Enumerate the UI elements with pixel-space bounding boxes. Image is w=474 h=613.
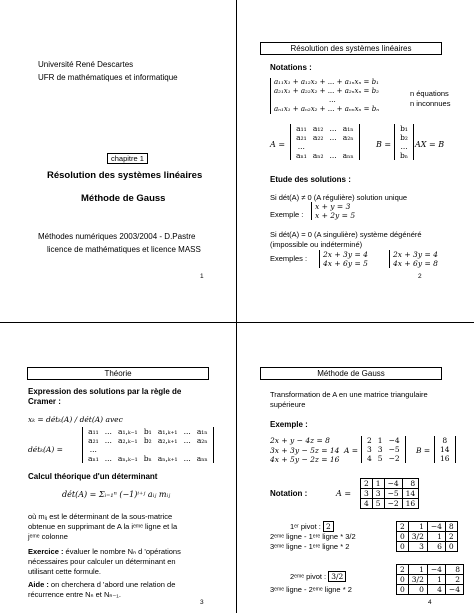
licence-info: licence de mathématiques et licence MASS [47,245,201,254]
matrix-cell: a₂ₙ [196,436,208,445]
intro-line: supérieure [270,400,306,409]
slide-3 [0,323,236,613]
matrix-cell: 8 [445,565,463,575]
matrix-cell: 8 [402,479,419,489]
matrix-cell: −4 [427,522,445,532]
matrix-cell: ... [89,445,97,454]
matrix-cell: 5 [372,499,384,509]
matrix-cell: 0 [397,542,409,552]
matrix-a-label: A = [344,446,359,455]
matrix-a-label: A = [270,140,286,149]
explanation-line: où mᵢⱼ est le déterminant de la sous-matrice [28,512,173,521]
notations-heading: Notations : [270,63,312,72]
augmented-matrix [360,478,419,509]
matrix-cell: 3 [408,542,427,552]
matrix-cell: 2 [361,479,373,489]
example-system [319,250,368,268]
case-regular: Si dét(A) ≠ 0 (A régulière) solution unique [270,193,408,202]
pivot-2-line [290,572,346,581]
pivot-value: 2 [323,521,334,532]
matrix-cell: a₁ₙ [196,427,208,436]
matrix-cell: ... [183,427,191,436]
case-singular-detail: (impossible ou indéterminé) [270,240,363,249]
determinant-formula: dét(A) = Σᵢ₌₁ⁿ (−1)ⁱ⁺ʲ aᵢⱼ mᵢⱼ [62,490,171,499]
determinant-heading: Calcul théorique d'un déterminant [28,472,158,481]
matrix-cell: ... [104,427,112,436]
example-system [389,250,438,268]
matrix-cell: b₂ [143,436,152,445]
slide-header: Théorie [27,367,209,380]
equation: 3x + 3y − 5z = 14 [270,445,340,455]
matrix-cell: bₙ [143,454,152,463]
matrix-cell: aₙₙ [342,151,354,160]
hint-text: on cherchera d 'abord une relation de [48,580,176,589]
matrix-cell: aₙₙ [196,454,208,463]
matrix-cell: −2 [388,454,400,463]
matrix-b-label: B = [416,446,431,455]
matrix-cell: ... [329,133,337,142]
matrix-cell: aₙ,ₖ₋₁ [117,454,138,463]
slide-2 [238,0,474,322]
hint-label: Aide : [28,580,49,589]
example-system [311,202,355,220]
matrix-cell: ... [329,151,337,160]
matrix-cell: 3 [361,489,373,499]
matrix-cell: −5 [384,489,402,499]
matrix-cell: a₂₂ [312,133,324,142]
slide-subtitle: Méthode de Gauss [81,193,166,204]
matrix-cell: 6 [427,542,445,552]
system-row: ... [329,96,336,104]
pivot-value: 3/2 [328,571,346,582]
exercise-line: utilisant cette formule. [28,567,101,576]
n-equations-label: n équations [410,89,449,98]
matrix-cell: ... [297,142,305,151]
matrix-cell: 3 [372,489,384,499]
augmented-label: A = [336,489,352,498]
case-singular: Si dét(A) = 0 (A singulière) système dégénéré [270,230,422,239]
matrix-cell: 0 [397,532,409,542]
matrix-cell: 4 [361,499,373,509]
page-number: 4 [428,599,432,606]
matrix-cell: a₁₂ [312,124,324,133]
matrix-cell: aₙ₂ [312,151,324,160]
matrix-cell: aₙ₁ [88,454,99,463]
system-row: a₂₁x₁ + a₂₂x₂ + ... + a₂ₙxₙ = b₂ [274,87,379,95]
matrix-cell: 1 [427,532,445,542]
page-number: 1 [200,273,204,280]
detk-label: détₖ(A) = [28,445,63,454]
axb-equation: AX = B [415,140,445,149]
system-row: aₙ₁x₁ + aₙ₂x₂ + ... + aₙₙxₙ = bₙ [274,105,380,113]
ufr-name: UFR de mathématiques et informatique [38,73,178,82]
etude-heading: Etude des solutions : [270,175,351,184]
matrix-cell: 8 [445,522,457,532]
chapter-box: chapitre 1 [107,153,148,164]
matrix-b-label: B = [376,140,392,149]
matrix-cell: bₙ [400,151,409,160]
matrix-cell: 3 [377,445,383,454]
matrix-cell: a₂₁ [88,436,99,445]
matrix-cell: −4 [384,479,402,489]
matrix-cell: a₁₁ [88,427,99,436]
matrix-cell: 2 [397,522,409,532]
matrix-cell: ... [183,454,191,463]
matrix-cell: 4 [427,585,445,595]
matrix-cell: −5 [388,445,400,454]
equation: 4x + 6y = 8 [393,259,438,268]
matrix-cell: 1 [408,565,427,575]
matrix-cell: ... [329,124,337,133]
step-1-matrix [396,521,458,552]
page-number: 2 [418,273,422,280]
row-operation: 2ᵉᵐᵉ ligne - 1ᵉʳᵉ ligne * 3/2 [270,532,356,541]
gauss-system [270,436,339,465]
equation: 4x + 6y = 5 [323,259,368,268]
matrix-cell: 14 [402,489,419,499]
matrix-cell: 16 [440,454,450,463]
exercise-text: évaluer le nombre Nₙ d 'opérations [63,547,181,556]
matrix-cell: −4 [445,585,463,595]
slide-title: Résolution des systèmes linéaires [47,170,203,181]
matrix-cell: 1 [408,522,427,532]
row-operation: 3ᵉᵐᵉ ligne - 1ᵉʳᵉ ligne * 2 [270,542,350,551]
equation: 4x + 5y − 2z = 16 [270,455,340,464]
cramer-heading-2: Cramer : [28,397,61,406]
matrix-cell: 1 [372,479,384,489]
matrix-cell: a₁₁ [296,124,307,133]
linear-system [270,78,379,114]
matrix-cell: ... [104,454,112,463]
matrix-cell: 0 [397,575,409,585]
exercise-line: nécessaires pour calculer un déterminant en [28,557,176,566]
matrix-cell: a₁ₙ [342,124,354,133]
hint-line: récurrence entre Nₙ et Nₙ₋₁. [28,590,121,599]
matrix-cell: 2 [367,436,372,445]
matrix-cell: 2 [397,565,409,575]
equation: 2x + 3y = 4 [393,250,438,259]
cramer-heading: Expression des solutions par la règle de [28,387,182,396]
example-heading: Exemple : [270,420,308,429]
matrix-cell: 3 [367,445,372,454]
matrix-cell: 1 [427,575,445,585]
matrix-cell: −4 [427,565,445,575]
matrix-cell: b₁ [400,124,408,133]
course-info: Méthodes numériques 2003/2004 - D.Pastre [38,232,196,241]
matrix-cell: 0 [445,542,457,552]
matrix-cell: a₂,ₖ₋₁ [118,436,138,445]
explanation-line: obtenue en supprimant de A la iᵉᵐᵉ ligne et la [28,522,178,531]
matrix-cell: −2 [384,499,402,509]
matrix-cell: 1 [377,436,383,445]
n-unknowns-label: n inconnues [410,99,451,108]
hint-line [28,580,175,589]
matrix-cell: 8 [442,436,448,445]
explanation-line: jᵉᵐᵉ colonne [28,532,68,541]
vertical-divider [236,0,237,613]
matrix-cell: −4 [388,436,400,445]
matrix-cell: a₂₁ [296,133,307,142]
matrix-cell: a₁,ₖ₊₁ [157,427,178,436]
page-number: 3 [200,599,204,606]
matrix-b [394,124,414,160]
exercise-label: Exercice : [28,547,64,556]
exercise-line [28,547,181,556]
examples-label: Exemples : [270,254,308,263]
matrix-cell: 3/2 [408,532,427,542]
step-2-matrix [396,564,464,595]
matrix-cell: ... [104,436,112,445]
matrix-cell: 5 [377,454,383,463]
matrix-b [434,436,456,463]
matrix-cell: aₙ,ₖ₊₁ [157,454,178,463]
matrix-cell: b₁ [143,427,152,436]
example-label: Exemple : [270,210,304,219]
matrix-cell: aₙ₁ [296,151,307,160]
matrix-a [361,436,406,463]
cramer-formula: xₖ = détₖ(A) / dét(A) avec [28,415,123,424]
matrix-cell: 3/2 [408,575,427,585]
matrix-cell: b₂ [400,133,408,142]
matrix-cell: 4 [367,454,372,463]
matrix-cell: 0 [408,585,427,595]
row-operation: 3ᵉᵐᵉ ligne - 2ᵉᵐᵉ ligne * 2 [270,585,352,594]
matrix-cell: ... [400,142,408,151]
intro-line: Transformation de A en une matrice triangulaire [270,390,428,399]
system-row: a₁₁x₁ + a₁₂x₂ + ... + a₁ₙxₙ = b₁ [274,78,379,86]
university-name: Université René Descartes [38,60,134,69]
pivot-label: 1ᵉʳ pivot : [290,522,321,531]
detk-determinant [82,427,214,463]
matrix-cell: 2 [445,575,463,585]
equation: x + y = 3 [315,202,351,211]
matrix-cell: 14 [440,445,450,454]
slide-header: Résolution des systèmes linéaires [260,42,442,55]
matrix-cell: 2 [445,532,457,542]
pivot-1-line [290,522,334,531]
notation-label: Notation : [270,489,308,498]
slide-4 [238,323,474,613]
matrix-cell: 0 [397,585,409,595]
equation: x + 2y = 5 [315,211,356,220]
matrix-cell: a₁,ₖ₋₁ [118,427,138,436]
matrix-cell: ... [183,436,191,445]
equation: 2x + 3y = 4 [323,250,368,259]
slide-header: Méthode de Gauss [260,367,442,380]
matrix-cell: a₂ₙ [342,133,354,142]
matrix-cell: 16 [402,499,419,509]
matrix-cell: a₂,ₖ₊₁ [157,436,178,445]
equation: 2x + y − 4z = 8 [270,436,330,445]
pivot-label: 2ᵉᵐᵉ pivot : [290,572,327,581]
matrix-a [290,124,360,160]
slide-1 [0,0,236,322]
